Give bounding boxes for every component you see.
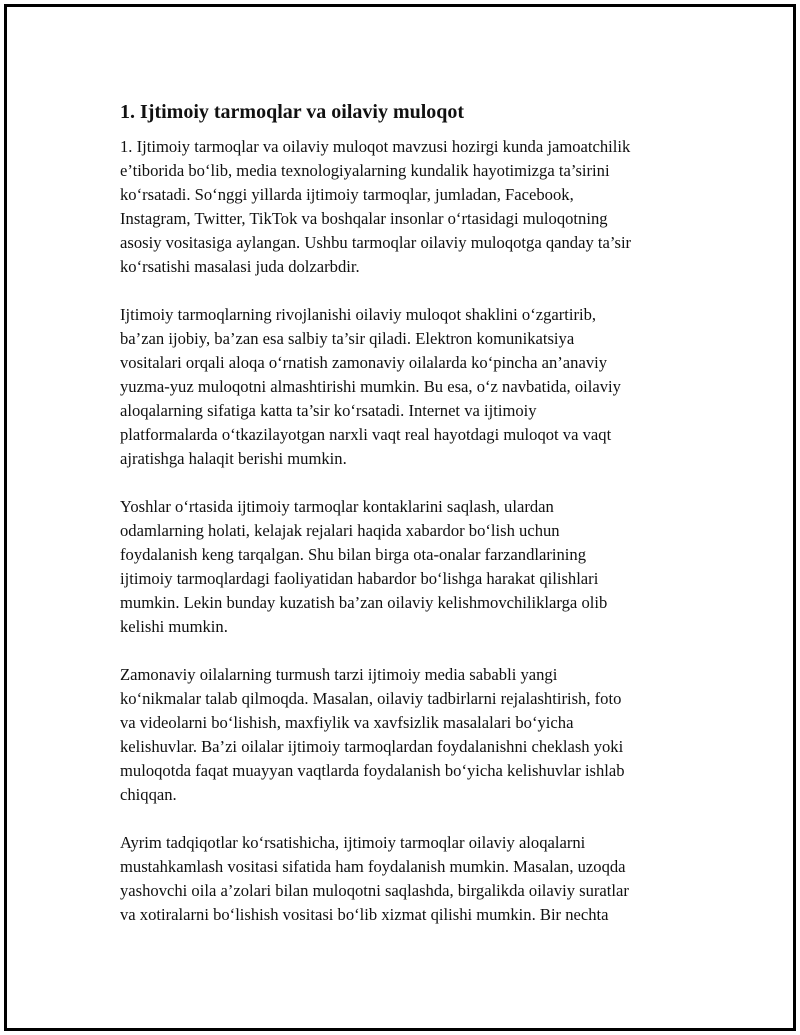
text-line: asosiy vositasiga aylangan. Ushbu tarmoqlar oilaviy muloqotga qanday ta’sir xyxy=(120,233,632,252)
text-line: Zamonaviy oilalarning turmush tarzi ijtimoiy media sababli yangi xyxy=(120,665,558,684)
text-line: Ayrim tadqiqotlar koʻrsatishicha, ijtimoiy tarmoqlar oilaviy aloqalarni xyxy=(120,833,586,852)
text-line: ajratishga halaqit berishi mumkin. xyxy=(120,449,347,468)
page-title: 1. Ijtimoiy tarmoqlar va oilaviy muloqot xyxy=(120,101,465,123)
text-line: ijtimoiy tarmoqlardagi faoliyatidan habardor boʻlishga harakat qilishlari xyxy=(120,569,599,588)
text-line: yuzma-yuz muloqotni almashtirishi mumkin. Bu esa, oʻz navbatida, oilaviy xyxy=(120,377,621,396)
text-line: mustahkamlash vositasi sifatida ham foydalanish mumkin. Masalan, uzoqda xyxy=(120,857,626,876)
text-line: muloqotda faqat muayyan vaqtlarda foydalanish boʻyicha kelishuvlar ishlab xyxy=(120,761,625,780)
paragraph xyxy=(120,495,680,639)
text-line: chiqqan. xyxy=(120,785,177,804)
text-line: platformalarda oʻtkazilayotgan narxli vaqt real hayotdagi muloqot va vaqt xyxy=(120,425,612,444)
text-line: e’tiborida boʻlib, media texnologiyalarning kundalik hayotimizga ta’sirini xyxy=(120,161,610,180)
text-line: Ijtimoiy tarmoqlarning rivojlanishi oilaviy muloqot shaklini oʻzgartirib, xyxy=(120,305,597,324)
paragraph xyxy=(120,663,680,807)
paragraph xyxy=(120,831,680,927)
text-line: Yoshlar oʻrtasida ijtimoiy tarmoqlar kontaklarini saqlash, ulardan xyxy=(120,497,554,516)
text-line: kelishuvlar. Ba’zi oilalar ijtimoiy tarmoqlardan foydalanishni cheklash yoki xyxy=(120,737,624,756)
text-line: va xotiralarni boʻlishish vositasi boʻlib xizmat qilishi mumkin. Bir nechta xyxy=(120,905,609,924)
text-line: koʻnikmalar talab qilmoqda. Masalan, oilaviy tadbirlarni rejalashtirish, foto xyxy=(120,689,622,708)
text-line: koʻrsatadi. Soʻnggi yillarda ijtimoiy tarmoqlar, jumladan, Facebook, xyxy=(120,185,574,204)
text-line: foydalanish keng tarqalgan. Shu bilan birga ota-onalar farzandlarining xyxy=(120,545,587,564)
paragraph-list xyxy=(120,135,680,927)
text-line: odamlarning holati, kelajak rejalari haqida xabardor boʻlish uchun xyxy=(120,521,560,540)
text-line: va videolarni boʻlishish, maxfiylik va xavfsizlik masalalari boʻyicha xyxy=(120,713,574,732)
page-frame xyxy=(4,4,796,1031)
text-line: ba’zan ijobiy, ba’zan esa salbiy ta’sir qiladi. Elektron komunikatsiya xyxy=(120,329,575,348)
text-line: yashovchi oila a’zolari bilan muloqotni saqlashda, birgalikda oilaviy suratlar xyxy=(120,881,629,900)
paragraph xyxy=(120,303,680,471)
document-body xyxy=(120,99,680,951)
text-line: Instagram, Twitter, TikTok va boshqalar insonlar oʻrtasidagi muloqotning xyxy=(120,209,608,228)
text-line: vositalari orqali aloqa oʻrnatish zamonaviy oilalarda koʻpincha an’anaviy xyxy=(120,353,608,372)
paragraph xyxy=(120,135,680,279)
text-line: aloqalarning sifatiga katta ta’sir koʻrsatadi. Internet va ijtimoiy xyxy=(120,401,537,420)
text-line: kelishi mumkin. xyxy=(120,617,228,636)
text-line: koʻrsatishi masalasi juda dolzarbdir. xyxy=(120,257,360,276)
text-line: mumkin. Lekin bunday kuzatish ba’zan oilaviy kelishmovchiliklarga olib xyxy=(120,593,608,612)
text-line: 1. Ijtimoiy tarmoqlar va oilaviy muloqot mavzusi hozirgi kunda jamoatchilik xyxy=(120,137,631,156)
